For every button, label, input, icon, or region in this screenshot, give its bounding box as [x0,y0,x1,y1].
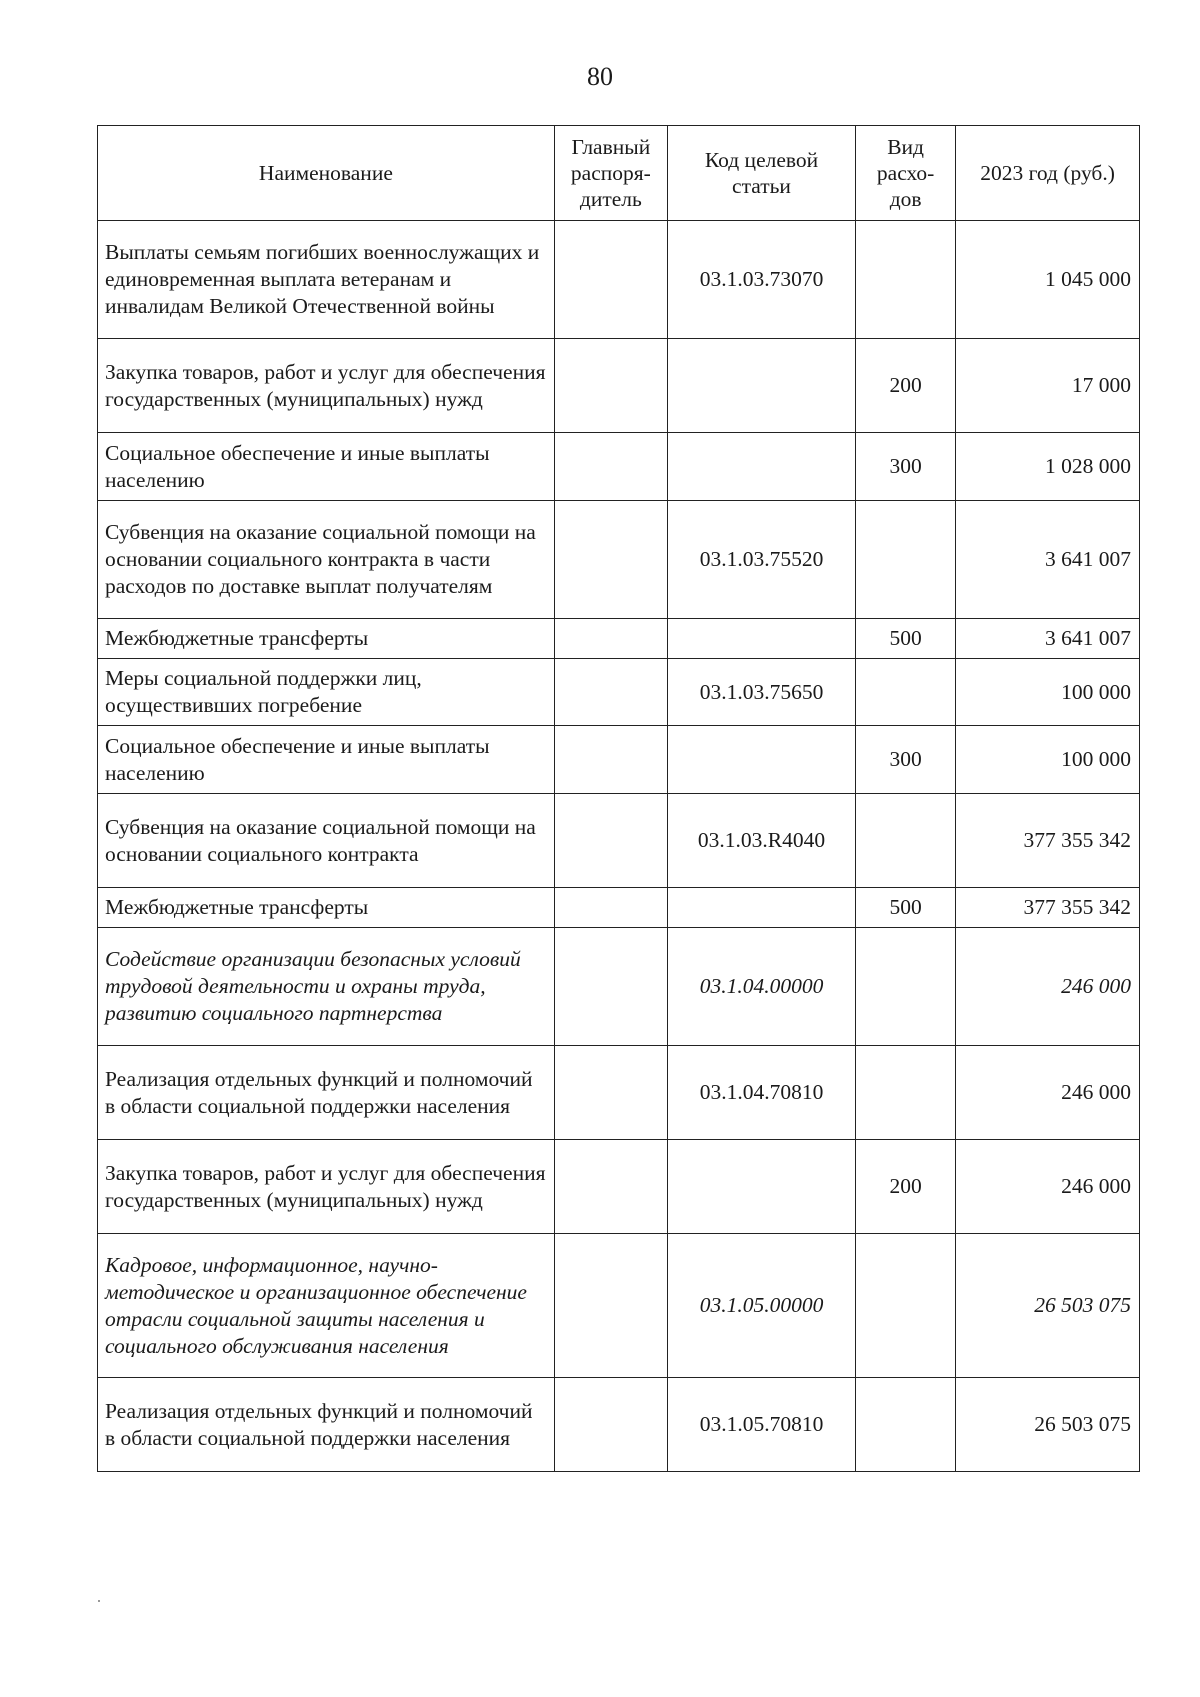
row-code-cell: 03.1.04.00000 [667,928,855,1046]
row-expense-type-cell [856,221,956,339]
row-code-cell [667,726,855,794]
row-manager-cell [554,1234,667,1378]
table-row [98,659,1140,726]
row-name-cell: Кадровое, информационное, научно-методическое и организационное обеспечение отрасли социальной защиты населения и социального обслуживания населения [98,1234,555,1378]
row-name-cell: Меры социальной поддержки лиц, осуществивших погребение [98,659,555,726]
table-row [98,1140,1140,1234]
row-manager-cell [554,339,667,433]
row-expense-type-cell [856,1378,956,1472]
table-row [98,1046,1140,1140]
row-amount-cell: 3 641 007 [956,501,1140,619]
table-row [98,928,1140,1046]
row-manager-cell [554,888,667,928]
row-expense-type-cell: 500 [856,888,956,928]
row-name-cell: Реализация отдельных функций и полномочий в области социальной поддержки населения [98,1378,555,1472]
row-expense-type-cell [856,794,956,888]
row-code-cell [667,619,855,659]
row-amount-cell: 26 503 075 [956,1234,1140,1378]
row-name-cell: Выплаты семьям погибших военнослужащих и единовременная выплата ветеранам и инвалидам Великой Отечественной войны [98,221,555,339]
table-row [98,339,1140,433]
row-name-cell: Закупка товаров, работ и услуг для обеспечения государственных (муниципальных) нужд [98,339,555,433]
row-expense-type-cell: 500 [856,619,956,659]
row-amount-cell: 100 000 [956,726,1140,794]
row-manager-cell [554,928,667,1046]
header-name: Наименование [98,126,555,221]
row-code-cell [667,888,855,928]
row-manager-cell [554,1046,667,1140]
budget-table [97,125,1140,1472]
row-name-cell: Содействие организации безопасных условий трудовой деятельности и охраны труда, развитию социального партнерства [98,928,555,1046]
row-expense-type-cell [856,501,956,619]
row-code-cell: 03.1.03.73070 [667,221,855,339]
row-expense-type-cell [856,659,956,726]
row-amount-cell: 377 355 342 [956,794,1140,888]
table-row [98,619,1140,659]
row-manager-cell [554,794,667,888]
row-manager-cell [554,1140,667,1234]
table-row [98,433,1140,501]
row-manager-cell [554,501,667,619]
row-amount-cell: 26 503 075 [956,1378,1140,1472]
table-row [98,1234,1140,1378]
row-manager-cell [554,221,667,339]
row-expense-type-cell: 300 [856,726,956,794]
row-amount-cell: 377 355 342 [956,888,1140,928]
row-code-cell: 03.1.03.75520 [667,501,855,619]
row-code-cell [667,433,855,501]
table-row [98,1378,1140,1472]
table-row [98,501,1140,619]
row-manager-cell [554,619,667,659]
table-body [98,221,1140,1472]
row-amount-cell: 1 028 000 [956,433,1140,501]
row-name-cell: Социальное обеспечение и иные выплаты населению [98,726,555,794]
row-name-cell: Субвенция на оказание социальной помощи на основании социального контракта [98,794,555,888]
row-amount-cell: 246 000 [956,1046,1140,1140]
row-manager-cell [554,726,667,794]
row-code-cell [667,339,855,433]
row-name-cell: Социальное обеспечение и иные выплаты населению [98,433,555,501]
row-code-cell: 03.1.03.R4040 [667,794,855,888]
row-manager-cell [554,659,667,726]
row-code-cell: 03.1.05.70810 [667,1378,855,1472]
header-manager: Главный распоря-дитель [554,126,667,221]
page-number: 80 [587,62,613,91]
row-name-cell: Закупка товаров, работ и услуг для обеспечения государственных (муниципальных) нужд [98,1140,555,1234]
row-code-cell [667,1140,855,1234]
header-code: Код целевой статьи [667,126,855,221]
scan-artifact [98,1600,100,1602]
row-name-cell: Межбюджетные трансферты [98,888,555,928]
row-name-cell: Реализация отдельных функций и полномочий в области социальной поддержки населения [98,1046,555,1140]
row-expense-type-cell [856,928,956,1046]
row-name-cell: Субвенция на оказание социальной помощи на основании социального контракта в части расходов по доставке выплат получателям [98,501,555,619]
row-manager-cell [554,433,667,501]
row-expense-type-cell: 300 [856,433,956,501]
row-expense-type-cell [856,1046,956,1140]
row-expense-type-cell: 200 [856,1140,956,1234]
row-code-cell: 03.1.05.00000 [667,1234,855,1378]
table-row [98,888,1140,928]
table-row [98,221,1140,339]
row-code-cell: 03.1.03.75650 [667,659,855,726]
row-amount-cell: 17 000 [956,339,1140,433]
row-expense-type-cell: 200 [856,339,956,433]
header-expense-type: Вид расхо-дов [856,126,956,221]
header-amount: 2023 год (руб.) [956,126,1140,221]
table-row [98,794,1140,888]
row-amount-cell: 3 641 007 [956,619,1140,659]
table-row [98,726,1140,794]
row-expense-type-cell [856,1234,956,1378]
row-code-cell: 03.1.04.70810 [667,1046,855,1140]
row-amount-cell: 246 000 [956,1140,1140,1234]
row-manager-cell [554,1378,667,1472]
row-amount-cell: 1 045 000 [956,221,1140,339]
table-header-row [98,126,1140,221]
row-amount-cell: 246 000 [956,928,1140,1046]
row-name-cell: Межбюджетные трансферты [98,619,555,659]
row-amount-cell: 100 000 [956,659,1140,726]
